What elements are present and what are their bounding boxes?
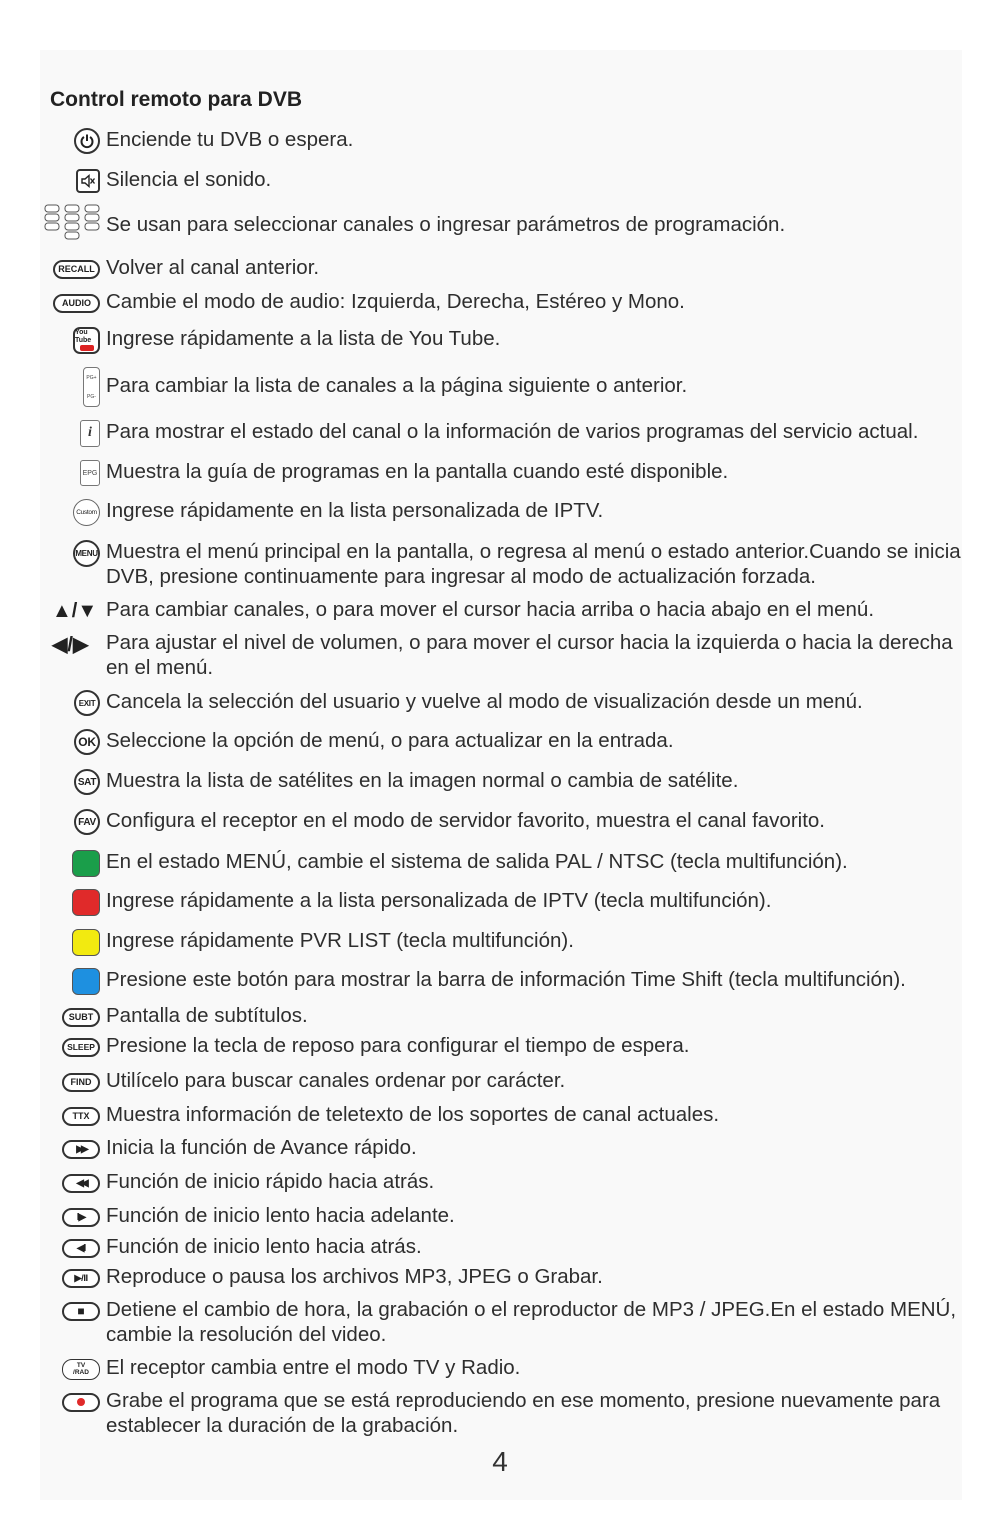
item-text: Silencia el sonido. [106,168,272,191]
item-text: Reproduce o pausa los archivos MP3, JPEG o Grabar. [106,1265,603,1288]
stop-icon: ■ [62,1302,100,1321]
list-item [0,850,1000,876]
recall-icon: RECALL [53,260,100,279]
list-item [0,631,1000,680]
item-text: Cambie el modo de audio: Izquierda, Derecha, Estéreo y Mono. [106,290,685,313]
list-item [0,168,1000,194]
custom-icon: Custom [73,499,100,526]
list-item [0,1004,1000,1030]
item-text: En el estado MENÚ, cambie el sistema de salida PAL / NTSC (tecla multifunción). [106,850,848,873]
item-text: Detiene el cambio de hora, la grabación o el reproductor de MP3 / JPEG.En el estado MENÚ, cambie la resolución del video. [106,1298,957,1346]
list-item [0,729,1000,755]
ttx-icon: TTX [62,1107,100,1126]
item-text: Pantalla de subtítulos. [106,1004,308,1027]
item-text: Para ajustar el nivel de volumen, o para mover el cursor hacia la izquierda o hacia la derecha en el menú. [106,631,953,679]
list-item [0,1136,1000,1162]
item-text: Para cambiar canales, o para mover el cursor hacia arriba o hacia abajo en el menú. [106,598,875,621]
list-item [0,327,1000,353]
item-text: Ingrese rápidamente a la lista de You Tube. [106,327,501,350]
yellow-key-icon [72,929,100,956]
red-key-icon [72,889,100,916]
list-item [0,256,1000,282]
blue-key-icon [72,968,100,995]
mute-icon [76,169,100,193]
item-text: Se usan para seleccionar canales o ingresar parámetros de programación. [106,213,786,236]
audio-icon: AUDIO [53,294,100,313]
item-text: Volver al canal anterior. [106,256,320,279]
youtube-icon: You Tube [73,327,100,354]
slow-rewind-icon: ◀I [62,1239,100,1258]
page-up-down-icon: PG+ PG- [83,367,100,407]
exit-icon: EXIT [74,690,100,716]
item-text: Seleccione la opción de menú, o para actualizar en la entrada. [106,729,674,752]
left-right-arrows-icon: ◀/▶ [52,633,89,656]
fav-icon: FAV [74,809,100,835]
list-item [0,540,1000,589]
power-icon [74,128,100,154]
record-icon [62,1393,100,1412]
page-title: Control remoto para DVB [50,88,303,111]
item-text: Utilícelo para buscar canales ordenar por carácter. [106,1069,566,1092]
list-item [0,1298,1000,1347]
item-text: Ingrese rápidamente a la lista personalizada de IPTV (tecla multifunción). [106,889,772,912]
tv-radio-icon: TV /RAD [62,1359,100,1380]
list-item [0,690,1000,716]
list-item [0,128,1000,154]
item-text: Muestra el menú principal en la pantalla, o regresa al menú o estado anterior.Cuando se inicia DVB, presione continuamente para ingresar al modo de actualización forzada. [106,540,961,588]
list-item [0,1265,1000,1291]
epg-icon: EPG [80,460,100,486]
item-text: El receptor cambia entre el modo TV y Radio. [106,1356,521,1379]
green-key-icon [72,850,100,877]
list-item [0,213,1000,239]
ok-icon: OK [74,729,100,755]
list-item [0,1389,1000,1438]
item-text: Ingrese rápidamente PVR LIST (tecla multifunción). [106,929,574,952]
item-text: Para mostrar el estado del canal o la información de varios programas del servicio actual. [106,420,919,443]
info-icon: i [80,420,100,447]
list-item [0,1034,1000,1060]
item-text: Grabe el programa que se está reproduciendo en ese momento, presione nuevamente para establecer la duración de la grabación. [106,1389,941,1437]
sleep-icon: SLEEP [62,1038,100,1057]
list-item [0,420,1000,446]
list-item [0,1103,1000,1129]
number-keypad-icon [44,204,102,242]
list-item [0,929,1000,955]
list-item [0,374,1000,400]
item-text: Cancela la selección del usuario y vuelve al modo de visualización desde un menú. [106,690,863,713]
item-text: Muestra la guía de programas en la pantalla cuando esté disponible. [106,460,729,483]
menu-icon: MENU [73,540,100,567]
item-text: Muestra información de teletexto de los soportes de canal actuales. [106,1103,720,1126]
item-text: Ingrese rápidamente en la lista personalizada de IPTV. [106,499,604,522]
list-item [0,460,1000,486]
item-text: Para cambiar la lista de canales a la página siguiente o anterior. [106,374,688,397]
sat-icon: SAT [74,769,100,795]
list-item [0,968,1000,994]
subt-icon: SUBT [62,1008,100,1027]
fast-forward-icon: ▶▶ [62,1140,100,1159]
page-number: 4 [492,1446,508,1477]
item-text: Enciende tu DVB o espera. [106,128,354,151]
list-item [0,809,1000,835]
item-text: Muestra la lista de satélites en la imagen normal o cambia de satélite. [106,769,739,792]
item-text: Función de inicio lento hacia adelante. [106,1204,455,1227]
list-item [0,1170,1000,1196]
list-item [0,1356,1000,1382]
item-text: Presione este botón para mostrar la barra de información Time Shift (tecla multifunción). [106,968,906,991]
play-pause-icon: ▶/II [62,1269,100,1288]
slow-forward-icon: I▶ [62,1208,100,1227]
item-text: Presione la tecla de reposo para configurar el tiempo de espera. [106,1034,690,1057]
item-text: Inicia la función de Avance rápido. [106,1136,417,1159]
list-item [0,889,1000,915]
item-text: Función de inicio lento hacia atrás. [106,1235,422,1258]
list-item [0,1069,1000,1095]
item-text: Función de inicio rápido hacia atrás. [106,1170,435,1193]
list-item [0,598,1000,624]
list-item [0,1235,1000,1261]
fast-rewind-icon: ◀◀ [62,1174,100,1193]
list-item [0,769,1000,795]
list-item [0,499,1000,525]
item-text: Configura el receptor en el modo de servidor favorito, muestra el canal favorito. [106,809,826,832]
list-item [0,290,1000,316]
up-down-arrows-icon: ▲/▼ [52,599,98,622]
list-item [0,1204,1000,1230]
find-icon: FIND [62,1073,100,1092]
